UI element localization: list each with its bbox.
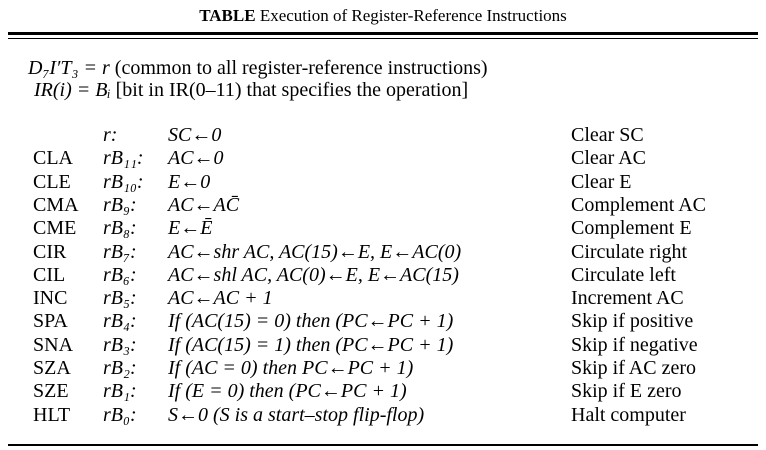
operation-description: Halt computer <box>571 403 686 426</box>
operation-description: Skip if negative <box>571 333 698 356</box>
instruction-name: SNA <box>33 333 74 356</box>
micro-operation: If (AC(15) = 0) then (PC←PC + 1) <box>168 310 454 333</box>
instruction-name: CIR <box>33 240 67 263</box>
control-symbol: rB₈: <box>103 217 137 240</box>
table-row <box>0 287 766 311</box>
header-line-2-text: [bit in IR(0–11) that specifies the operation] <box>110 79 469 101</box>
control-symbol: rB₅: <box>103 287 137 310</box>
table-row <box>0 124 766 148</box>
instruction-name: INC <box>33 287 68 310</box>
table-row <box>0 171 766 195</box>
instruction-name: CMA <box>33 193 79 216</box>
operation-description: Clear SC <box>571 124 644 146</box>
operation-description: Clear AC <box>571 147 646 170</box>
micro-operation: AC←shl AC, AC(0)←E, E←AC(15) <box>168 263 459 286</box>
operation-description: Circulate right <box>571 240 688 263</box>
table-row <box>0 357 766 381</box>
instruction-name: CME <box>33 217 77 240</box>
table-row <box>0 217 766 241</box>
control-symbol: rB₄: <box>103 310 137 333</box>
control-symbol: rB₃: <box>103 333 137 356</box>
control-symbol: rB₇: <box>103 240 137 263</box>
micro-operation: AC←AC̄ <box>168 193 240 216</box>
operation-description: Complement AC <box>571 193 706 216</box>
table-row <box>0 264 766 288</box>
micro-operation: SC←0 <box>168 124 222 146</box>
bottom-rule <box>8 444 758 446</box>
control-symbol: rB₁: <box>103 380 137 403</box>
control-symbol: r: <box>103 124 118 146</box>
header-line-1 <box>28 57 488 80</box>
table-row <box>0 404 766 428</box>
control-symbol: rB₂: <box>103 357 137 379</box>
top-rule-thick <box>8 32 758 35</box>
operation-description: Circulate left <box>571 263 676 286</box>
micro-operation: AC←shr AC, AC(15)←E, E←AC(0) <box>168 240 462 263</box>
table-row <box>0 310 766 334</box>
operation-description: Skip if E zero <box>571 380 682 403</box>
instruction-name: CIL <box>33 263 66 286</box>
micro-operation: S←0 (S is a start–stop flip-flop) <box>168 403 425 426</box>
instruction-name: HLT <box>33 403 71 426</box>
micro-operation: If (AC = 0) then PC←PC + 1) <box>168 357 414 379</box>
table-row <box>0 194 766 218</box>
table-caption: Execution of Register-Reference Instructions <box>255 6 567 25</box>
top-rule-thin <box>8 38 758 39</box>
control-symbol: rB₉: <box>103 193 137 216</box>
header-line-1-lhs: D₇I′T₃ = r <box>28 57 110 79</box>
instruction-name: SZE <box>33 380 69 403</box>
table-title <box>0 6 766 26</box>
operation-description: Complement E <box>571 217 692 240</box>
table-row <box>0 241 766 265</box>
table-label: TABLE <box>199 6 256 25</box>
micro-operation: AC←0 <box>168 147 224 170</box>
operation-description: Skip if positive <box>571 310 694 333</box>
instruction-name: SPA <box>33 310 68 333</box>
micro-operation: E←0 <box>168 170 211 193</box>
micro-operation: E←Ē <box>168 217 213 240</box>
micro-operation: If (AC(15) = 1) then (PC←PC + 1) <box>168 333 454 356</box>
control-symbol: rB₁₁: <box>103 147 144 170</box>
instruction-name: SZA <box>33 357 71 379</box>
instruction-name: CLE <box>33 170 71 193</box>
table-row <box>0 380 766 404</box>
micro-operation: If (E = 0) then (PC←PC + 1) <box>168 380 407 403</box>
instruction-name: CLA <box>33 147 73 170</box>
operation-description: Increment AC <box>571 287 684 310</box>
header-line-2 <box>34 79 468 102</box>
operation-description: Skip if AC zero <box>571 357 696 379</box>
micro-operation: AC←AC + 1 <box>168 287 273 310</box>
control-symbol: rB₁₀: <box>103 170 144 193</box>
table-row <box>0 147 766 171</box>
control-symbol: rB₆: <box>103 263 137 286</box>
header-line-1-text: (common to all register-reference instructions) <box>109 57 488 79</box>
header-line-2-lhs: IR(i) = Bᵢ <box>34 79 111 101</box>
operation-description: Clear E <box>571 170 632 193</box>
table-row <box>0 334 766 358</box>
control-symbol: rB₀: <box>103 403 137 426</box>
